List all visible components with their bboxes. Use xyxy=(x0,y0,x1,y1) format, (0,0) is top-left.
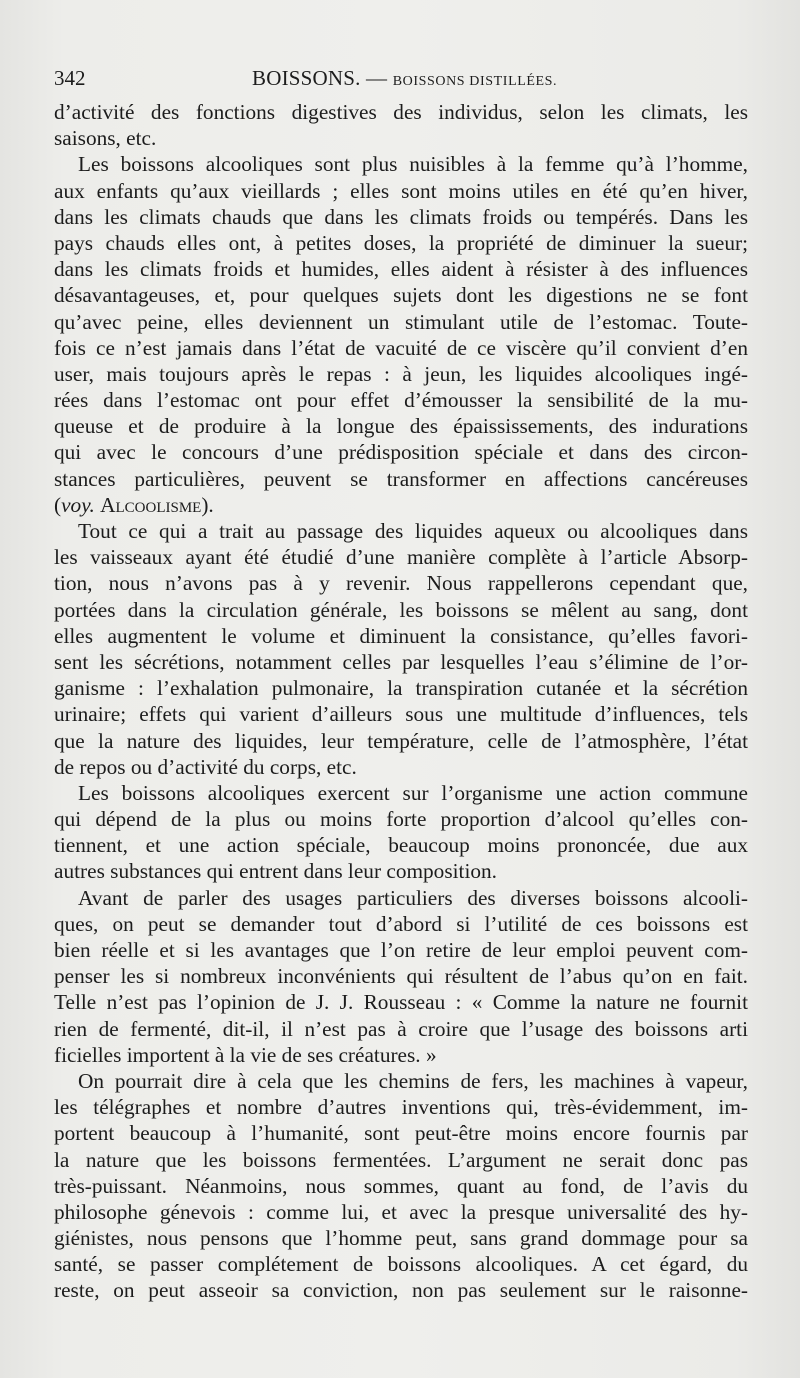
text-line: de repos ou d’activité du corps, etc. xyxy=(54,754,357,779)
body-text xyxy=(54,99,748,1304)
running-title-sub: BOISSONS DISTILLÉES. xyxy=(392,74,558,89)
text-line: ques, on peut se demander tout d’abord si l’utilité de ces boissons est xyxy=(54,911,748,936)
text-line: sent les sécrétions, notamment celles par lesquelles l’eau s’élimine de l’or- xyxy=(54,649,748,674)
text-line: portées dans la circulation générale, les boissons se mêlent au sang, dont xyxy=(54,597,748,622)
text-line: les télégraphes et nombre d’autres inventions qui, très-évidemment, im- xyxy=(54,1095,748,1120)
text-line: tion, nous n’avons pas à y revenir. Nous rappellerons cependant que, xyxy=(54,571,748,596)
text-line: qu’avec peine, elles deviennent un stimulant utile de l’estomac. Toute- xyxy=(54,309,748,334)
text-line: elles augmentent le volume et diminuent la consistance, qu’elles favori- xyxy=(54,623,748,648)
text-line: dans les climats chauds que dans les climats froids ou tempérés. Dans les xyxy=(54,204,748,229)
text-line: désavantageuses, et, pour quelques sujets dont les digestions ne se font xyxy=(54,283,748,308)
text-line: Les boissons alcooliques sont plus nuisibles à la femme qu’à l’homme, xyxy=(78,152,748,177)
text-line: Avant de parler des usages particuliers des diverses boissons alcooli- xyxy=(78,885,748,910)
running-header xyxy=(54,66,748,96)
text-line: penser les si nombreux inconvénients qui résultent de l’abus qu’on en fait. xyxy=(54,964,748,989)
text-line: dans les climats froids et humides, elles aident à résister à des influences xyxy=(54,257,748,282)
text-line: santé, se passer complétement de boissons alcooliques. A cet égard, du xyxy=(54,1252,748,1277)
text-line: Tout ce qui a trait au passage des liquides aqueux ou alcooliques dans xyxy=(78,519,748,543)
text-line: autres substances qui entrent dans leur composition. xyxy=(54,859,497,884)
text-line: d’activité des fonctions digestives des individus, selon les climats, les xyxy=(54,100,748,124)
text-line: ficielles importent à la vie de ses créatures. » xyxy=(54,1042,437,1067)
text-line: urinaire; effets qui varient d’ailleurs sous une multitude d’influences, tels xyxy=(54,702,748,727)
text-line: On pourrait dire à cela que les chemins de fers, les machines à vapeur, xyxy=(78,1068,748,1093)
text-line: fois ce n’est jamais dans l’état de vacuité de ce viscère qu’il convient d’en xyxy=(54,335,748,360)
text-line: pays chauds elles ont, à petites doses, la propriété de diminuer la sueur; xyxy=(54,230,748,255)
text-line: que la nature des liquides, leur température, celle de l’atmosphère, l’état xyxy=(54,728,748,753)
text-line: philosophe génevois : comme lui, et avec la presque universalité des hy- xyxy=(54,1199,748,1224)
page-number: 342 xyxy=(54,66,86,90)
running-title-dash: — xyxy=(366,66,388,90)
text-line: rées dans l’estomac ont pour effet d’émousser la sensibilité de la mu- xyxy=(54,388,748,413)
running-title-main: BOISSONS. xyxy=(252,66,361,90)
text-line: saisons, etc. xyxy=(54,126,157,151)
text-line: qui avec le concours d’une prédisposition spéciale et dans des circon- xyxy=(54,440,748,465)
text-line: bien réelle et si les avantages que l’on retire de leur emploi peuvent com- xyxy=(54,938,748,962)
text-line: qui dépend de la plus ou moins forte proportion d’alcool qu’elles con- xyxy=(54,807,748,832)
text-line: reste, on peut asseoir sa conviction, non pas seulement sur le raisonne- xyxy=(54,1278,748,1303)
text-line: stances particulières, peuvent se transformer en affections cancéreuses xyxy=(54,466,748,491)
text-line: giénistes, nous pensons que l’homme peut, sans grand dommage pour sa xyxy=(54,1226,748,1251)
running-title xyxy=(252,66,557,91)
text-line: tiennent, et une action spéciale, beaucoup moins prononcée, due aux xyxy=(54,833,748,858)
text-line: portent beaucoup à l’humanité, sont peut-être moins encore fournis par xyxy=(54,1121,748,1146)
text-line: Les boissons alcooliques exercent sur l’organisme une action commune xyxy=(78,780,748,805)
text-line: ganisme : l’exhalation pulmonaire, la transpiration cutanée et la sécrétion xyxy=(54,676,748,701)
text-line: (voy. Alcoolisme). xyxy=(54,492,214,517)
text-line: très-puissant. Néanmoins, nous sommes, quant au fond, de l’avis du xyxy=(54,1173,748,1198)
text-line: queuse et de produire à la longue des épaississements, des indurations xyxy=(54,414,748,439)
text-line: user, mais toujours après le repas : à jeun, les liquides alcooliques ingé- xyxy=(54,361,748,386)
text-line: Telle n’est pas l’opinion de J. J. Rousseau : « Comme la nature ne fournit xyxy=(54,990,748,1015)
text-line: la nature que les boissons fermentées. L’argument ne serait donc pas xyxy=(54,1147,748,1172)
text-line: rien de fermenté, dit-il, il n’est pas à croire que l’usage des boissons arti xyxy=(54,1016,748,1041)
text-line: les vaisseaux ayant été étudié d’une manière complète à l’article Absorp- xyxy=(54,545,748,570)
text-line: aux enfants qu’aux vieillards ; elles sont moins utiles en été qu’en hiver, xyxy=(54,178,748,203)
